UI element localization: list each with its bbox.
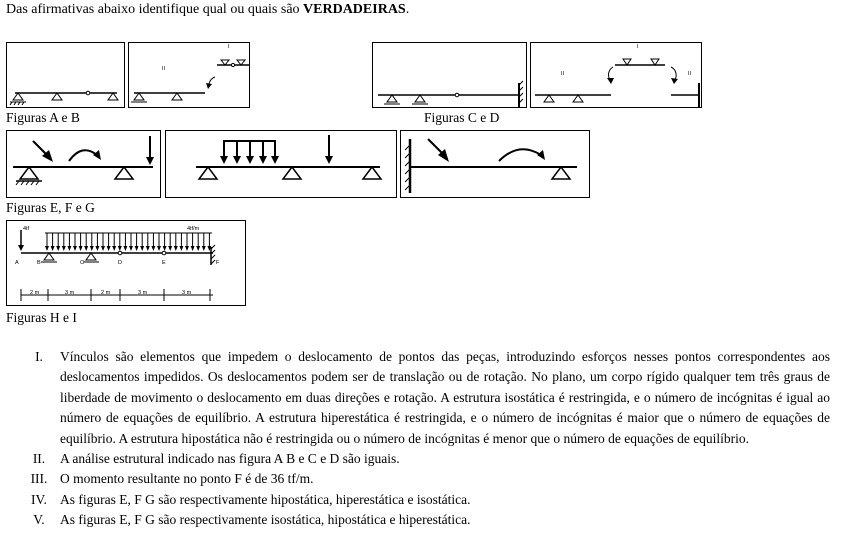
caption-figures-a-b: Figuras A e B (6, 110, 80, 125)
figure-a (6, 42, 125, 108)
statement-text: As figuras E, F G são respectivamente isostática, hipostática e hiperestática. (60, 512, 471, 528)
load-arrow-head (118, 246, 122, 251)
statement-text: A análise estrutural indicado nas figura A B e C e D são iguais. (60, 451, 400, 467)
load-arrow-head (146, 246, 150, 251)
figure-e-diagram (7, 131, 162, 199)
load-arrow-head (56, 246, 60, 251)
figure-d (530, 42, 702, 108)
figure-h-load-4tf-m: 4tf/m (187, 226, 200, 232)
statement-number: III. (30, 471, 48, 487)
load-arrow-head (202, 246, 206, 251)
load-arrow-head (163, 246, 167, 251)
prompt-text: Das afirmativas abaixo identifique qual ou quais são (6, 2, 300, 17)
load-arrow-head (101, 246, 105, 251)
figure-h-point-e: E (162, 260, 166, 266)
figure-f (165, 130, 397, 198)
figure-h-point-a: A (15, 260, 19, 266)
figure-d-diagram (531, 43, 703, 109)
figure-h-dim-1: 2 m (30, 290, 40, 296)
load-arrow-head (112, 246, 116, 251)
figure-c-diagram (373, 43, 528, 109)
figure-h-dim-5: 3 m (182, 290, 192, 296)
load-arrow-head (51, 246, 55, 251)
figure-b (128, 42, 250, 108)
figure-d-label-i: I (637, 44, 639, 50)
statement-text: O momento resultante no ponto F é de 36 tf/m. (60, 471, 314, 487)
load-arrow-head (135, 246, 139, 251)
load-arrow-head (73, 246, 77, 251)
statements-list (18, 347, 830, 531)
figure-h-dim-3: 2 m (101, 290, 111, 296)
load-arrow-head (157, 246, 161, 251)
load-arrow-head (45, 246, 49, 251)
caption-figures-e-f-g: Figuras E, F e G (6, 200, 95, 215)
load-arrow-head (140, 246, 144, 251)
load-arrow-head (95, 246, 99, 251)
figure-h-i (6, 220, 246, 306)
figure-h-dim-4: 3 m (138, 290, 148, 296)
load-arrow-head (191, 246, 195, 251)
question-prompt (6, 2, 409, 18)
figure-h-load-4tf: 4tf (23, 226, 30, 232)
prompt-suffix: . (405, 2, 410, 17)
statement-i (18, 347, 830, 449)
load-arrow-head (174, 246, 178, 251)
figure-g-diagram (401, 131, 591, 199)
figure-h-point-b: B (37, 260, 41, 266)
figure-c (372, 42, 527, 108)
load-arrow-head (168, 246, 172, 251)
load-arrow-head (67, 246, 71, 251)
figure-e (6, 130, 161, 198)
load-arrow-head (84, 246, 88, 251)
figure-g (400, 130, 590, 198)
figure-h-point-f: F (216, 260, 220, 266)
figure-b-label-i: I (228, 44, 230, 50)
figure-f-diagram (166, 131, 398, 199)
figure-b-label-ii: II (162, 66, 166, 72)
distributed-load-arrows (45, 233, 211, 251)
figure-b-diagram (129, 43, 251, 109)
statement-ii (18, 449, 830, 469)
load-arrow-head (196, 246, 200, 251)
statement-text: Vínculos são elementos que impedem o deslocamento de pontos das peças, introduzindo esforços nesses pontos correspondentes aos deslocamentos impedidos. Os deslocamentos podem ser de translação ou de rotação. No plano, um corpo rígido qualquer tem três graus de liberdade de movimento o deslocamento em duas direções e rotação. A estrutura isostática é restringida, e o número de incógnitas é igual ao número de equações de equilíbrio. A estrutura hiperestática é restringida, e o número de incógnitas é maior que o número de equações de equilíbrio. A estrutura hipostática não é restringida ou o número de incógnitas é menor que o número de equações de equilíbrio. (60, 349, 830, 446)
load-arrow-head (90, 246, 94, 251)
load-arrow-head (79, 246, 83, 251)
statement-number: I. (35, 349, 43, 364)
statement-text: As figuras E, F G são respectivamente hipostática, hiperestática e isostática. (60, 491, 471, 507)
load-arrow-head (107, 246, 111, 251)
figure-d-label-ii-right: II (688, 71, 692, 77)
figure-h-point-c: C (80, 260, 84, 266)
statement-number: II. (32, 451, 46, 467)
load-arrow-head (123, 246, 127, 251)
load-arrow-head (185, 246, 189, 251)
figure-d-label-ii-left: II (561, 71, 565, 77)
caption-figures-h-i: Figuras H e I (6, 310, 77, 325)
load-arrow-head (151, 246, 155, 251)
figure-a-diagram (7, 43, 126, 109)
prompt-emphasis: VERDADEIRAS (303, 2, 406, 17)
statement-iii (18, 469, 830, 489)
load-arrow-head (179, 246, 183, 251)
figure-h-i-diagram (7, 221, 247, 307)
load-arrow-head (129, 246, 133, 251)
statement-iv (18, 490, 830, 510)
statement-number: IV. (31, 491, 47, 507)
load-arrow-head (62, 246, 66, 251)
caption-figures-c-d: Figuras C e D (424, 110, 500, 125)
statement-number: V. (33, 512, 45, 528)
figure-h-dim-2: 3 m (65, 290, 75, 296)
statement-v (18, 510, 830, 530)
figure-h-point-d: D (118, 260, 122, 266)
